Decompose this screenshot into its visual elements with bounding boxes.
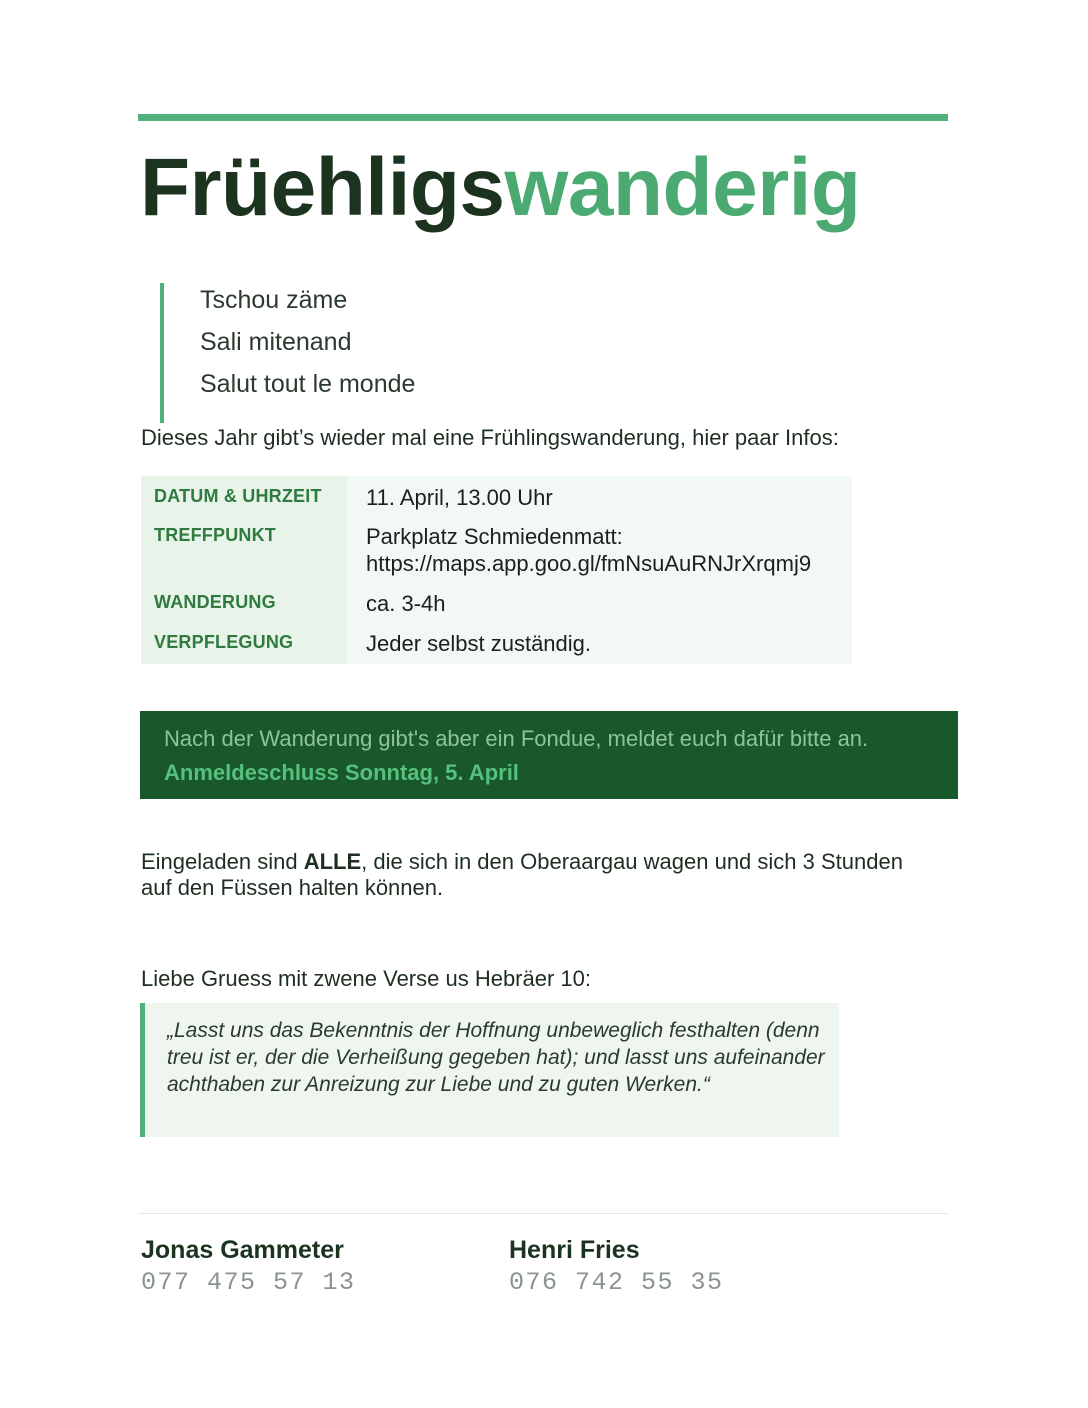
info-label-food: VERPFLEGUNG [154, 632, 294, 652]
meeting-point-map-link[interactable]: https://maps.app.goo.gl/fmNsuAuRNJrXrqmj9 [366, 551, 812, 576]
info-value-meeting-point: Parkplatz Schmiedenmatt: [366, 524, 623, 549]
info-value-date: 11. April, 13.00 Uhr [366, 485, 553, 510]
top-accent-rule [138, 114, 948, 121]
invitation-text [141, 849, 921, 901]
contact-phone[interactable]: 076 742 55 35 [509, 1268, 724, 1297]
info-value-food: Jeder selbst zuständig. [366, 631, 592, 656]
contact-name: Jonas Gammeter [141, 1236, 344, 1264]
title-part-dark: Früehligs [140, 142, 505, 233]
greeting-line: Sali mitenand [200, 328, 352, 356]
fondue-text: Nach der Wanderung gibt's aber ein Fondue, meldet euch dafür bitte an. [164, 726, 869, 751]
info-label-meeting-point: TREFFPUNKT [154, 525, 276, 545]
intro-text: Dieses Jahr gibt’s wieder mal eine Frühlingswanderung, hier paar Infos: [141, 425, 839, 450]
fondue-callout [140, 711, 958, 799]
info-value-hike: ca. 3-4h [366, 591, 446, 616]
contacts-divider [138, 1213, 948, 1214]
verse-intro: Liebe Gruess mit zwene Verse us Hebräer 10: [141, 966, 592, 991]
invite-emphasis: ALLE [303, 849, 362, 874]
greeting-line: Salut tout le monde [200, 370, 416, 398]
title-part-green: wanderig [504, 142, 861, 233]
contact-name: Henri Fries [509, 1236, 640, 1264]
greeting-line: Tschou zäme [200, 286, 348, 314]
registration-deadline: Anmeldeschluss Sonntag, 5. April [164, 760, 519, 785]
info-table [141, 476, 852, 664]
bible-verse-quote [140, 1003, 839, 1137]
invite-text-start: Eingeladen sind [141, 849, 304, 874]
info-label-date: DATUM & UHRZEIT [154, 486, 322, 506]
greetings-accent-bar [160, 283, 164, 423]
contact-phone[interactable]: 077 475 57 13 [141, 1268, 356, 1297]
info-label-hike: WANDERUNG [154, 592, 276, 612]
verse-text: „Lasst uns das Bekenntnis der Hoffnung unbeweglich festhalten (denn treu ist er, der die Verheißung gegeben hat); und lasst uns aufeinander achthaben zur Anreizung zur Liebe und zu guten Werken.“ [167, 1019, 825, 1096]
page-title [140, 140, 861, 236]
invite-text-end: , die sich in den Oberaargau wagen und sich 3 Stunden auf den Füssen halten können. [141, 849, 903, 900]
